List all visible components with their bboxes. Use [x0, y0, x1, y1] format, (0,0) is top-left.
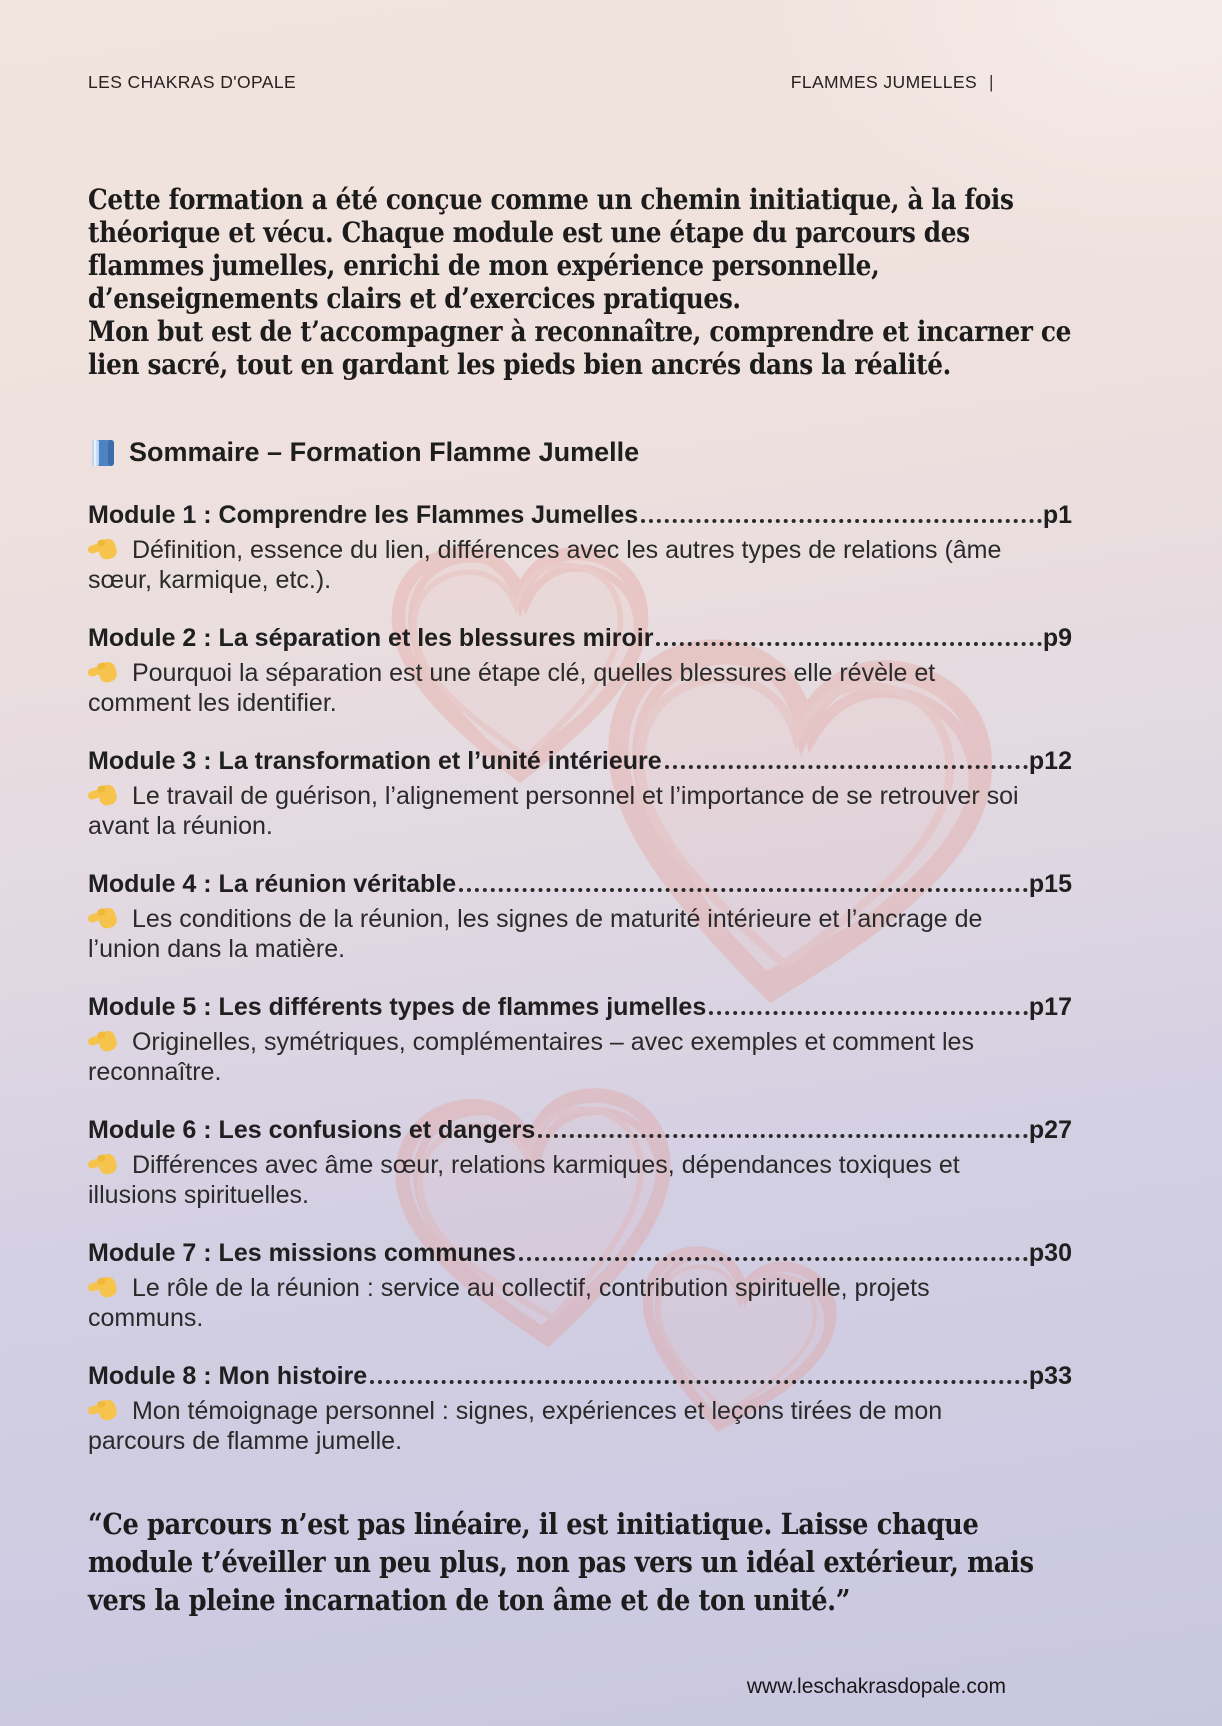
- module-description-text: Pourquoi la séparation est une étape clé, quelles blessures elle révèle et comment les identifier.: [88, 659, 936, 718]
- closing-quote: “Ce parcours n’est pas linéaire, il est initiatique. Laisse chaque module t’éveiller un peu plus, non pas vers un idéal extérieur, mais vers la pleine incarnation de ton âme et de ton unité.”: [88, 1507, 1034, 1617]
- module-page-number: p12: [1028, 747, 1072, 776]
- dot-leader: [665, 765, 1028, 769]
- module-title: Module 6 : Les confusions et dangers: [88, 1116, 536, 1145]
- toc-entry-row[interactable]: [88, 867, 1072, 901]
- module-title: Module 3 : La transformation et l’unité intérieure: [88, 747, 662, 776]
- module-page-number: p17: [1028, 993, 1072, 1022]
- pointing-finger-icon: [88, 537, 119, 562]
- module-title: Module 4 : La réunion véritable: [88, 870, 457, 899]
- toc-module: [88, 990, 1072, 1087]
- pointing-finger-icon: [88, 1152, 119, 1177]
- module-page-number: p33: [1028, 1362, 1072, 1391]
- intro-text: [88, 183, 1072, 381]
- module-description-text: Originelles, symétriques, complémentaires – avec exemples et comment les reconnaître.: [88, 1028, 974, 1087]
- dot-leader: [656, 642, 1041, 646]
- toc-entry-row[interactable]: [88, 1113, 1072, 1147]
- toc-entry-row[interactable]: [88, 744, 1072, 778]
- module-description: [88, 904, 1020, 964]
- dot-leader: [641, 519, 1042, 523]
- toc-entry-row[interactable]: [88, 1236, 1072, 1270]
- module-page-number: p30: [1028, 1239, 1072, 1268]
- module-description-text: Le rôle de la réunion : service au collectif, contribution spirituelle, projets communs.: [88, 1274, 930, 1333]
- toc-entry-row[interactable]: [88, 498, 1072, 532]
- module-description: [88, 1027, 1020, 1087]
- module-description: [88, 658, 1020, 718]
- module-title: Module 2 : La séparation et les blessures miroir: [88, 624, 654, 653]
- toc-module: [88, 498, 1072, 595]
- brand-name: LES CHAKRAS D'OPALE: [88, 72, 297, 92]
- toc-title: Sommaire – Formation Flamme Jumelle: [129, 437, 640, 468]
- dot-leader: [370, 1380, 1028, 1384]
- toc-module: [88, 867, 1072, 964]
- website-link[interactable]: www.leschakrasdopale.com: [746, 1675, 1006, 1699]
- intro-paragraph-1: Cette formation a été conçue comme un chemin initiatique, à la fois théorique et vécu. Chaque module est une étape du parcours des flammes jumelles, enrichi de mon expérience personnelle, d’enseignements clairs et d’exercices pratiques.: [88, 183, 1014, 316]
- toc-module: [88, 621, 1072, 718]
- toc-heading: [88, 437, 1072, 468]
- module-description: [88, 781, 1020, 841]
- module-description-text: Définition, essence du lien, différences avec les autres types de relations (âme sœur, karmique, etc.).: [88, 536, 1002, 595]
- module-description-text: Différences avec âme sœur, relations karmiques, dépendances toxiques et illusions spirituelles.: [88, 1151, 960, 1210]
- module-title: Module 7 : Les missions communes: [88, 1239, 516, 1268]
- toc-module: [88, 1236, 1072, 1333]
- module-description-text: Le travail de guérison, l’alignement personnel et l’importance de se retrouver soi avant la réunion.: [88, 782, 1019, 841]
- header-divider: |: [989, 72, 994, 92]
- module-title: Module 1 : Comprendre les Flammes Jumelles: [88, 501, 639, 530]
- toc-module: [88, 1359, 1072, 1456]
- page-footer: [88, 1675, 1072, 1699]
- toc-list: [88, 498, 1072, 1456]
- toc-entry-row[interactable]: [88, 990, 1072, 1024]
- module-title: Module 5 : Les différents types de flammes jumelles: [88, 993, 707, 1022]
- module-page-number: p15: [1028, 870, 1072, 899]
- document-title: FLAMMES JUMELLES: [790, 72, 978, 92]
- dot-leader: [519, 1257, 1028, 1261]
- pointing-finger-icon: [88, 783, 119, 808]
- module-page-number: p27: [1028, 1116, 1072, 1145]
- pointing-finger-icon: [88, 1275, 119, 1300]
- dot-leader: [538, 1134, 1028, 1138]
- dot-leader: [709, 1011, 1028, 1015]
- module-page-number: p1: [1042, 501, 1072, 530]
- toc-entry-row[interactable]: [88, 1359, 1072, 1393]
- pointing-finger-icon: [88, 660, 119, 685]
- module-description: [88, 1150, 1020, 1210]
- toc-module: [88, 1113, 1072, 1210]
- header-right: [791, 72, 994, 93]
- dot-leader: [459, 888, 1028, 892]
- pointing-finger-icon: [88, 1398, 119, 1423]
- toc-module: [88, 744, 1072, 841]
- module-description: [88, 535, 1020, 595]
- module-description: [88, 1396, 1020, 1456]
- blue-book-icon: [88, 438, 118, 468]
- module-title: Module 8 : Mon histoire: [88, 1362, 368, 1391]
- module-page-number: p9: [1042, 624, 1072, 653]
- module-description: [88, 1273, 1020, 1333]
- toc-entry-row[interactable]: [88, 621, 1072, 655]
- module-description-text: Mon témoignage personnel : signes, expériences et leçons tirées de mon parcours de flamme jumelle.: [88, 1397, 943, 1456]
- module-description-text: Les conditions de la réunion, les signes de maturité intérieure et l’ancrage de l’union dans la matière.: [88, 905, 983, 964]
- pointing-finger-icon: [88, 906, 119, 931]
- pointing-finger-icon: [88, 1029, 119, 1054]
- intro-paragraph-2: Mon but est de t’accompagner à reconnaître, comprendre et incarner ce lien sacré, tout en gardant les pieds bien ancrés dans la réalité.: [88, 315, 1072, 382]
- page-header: [88, 0, 1072, 93]
